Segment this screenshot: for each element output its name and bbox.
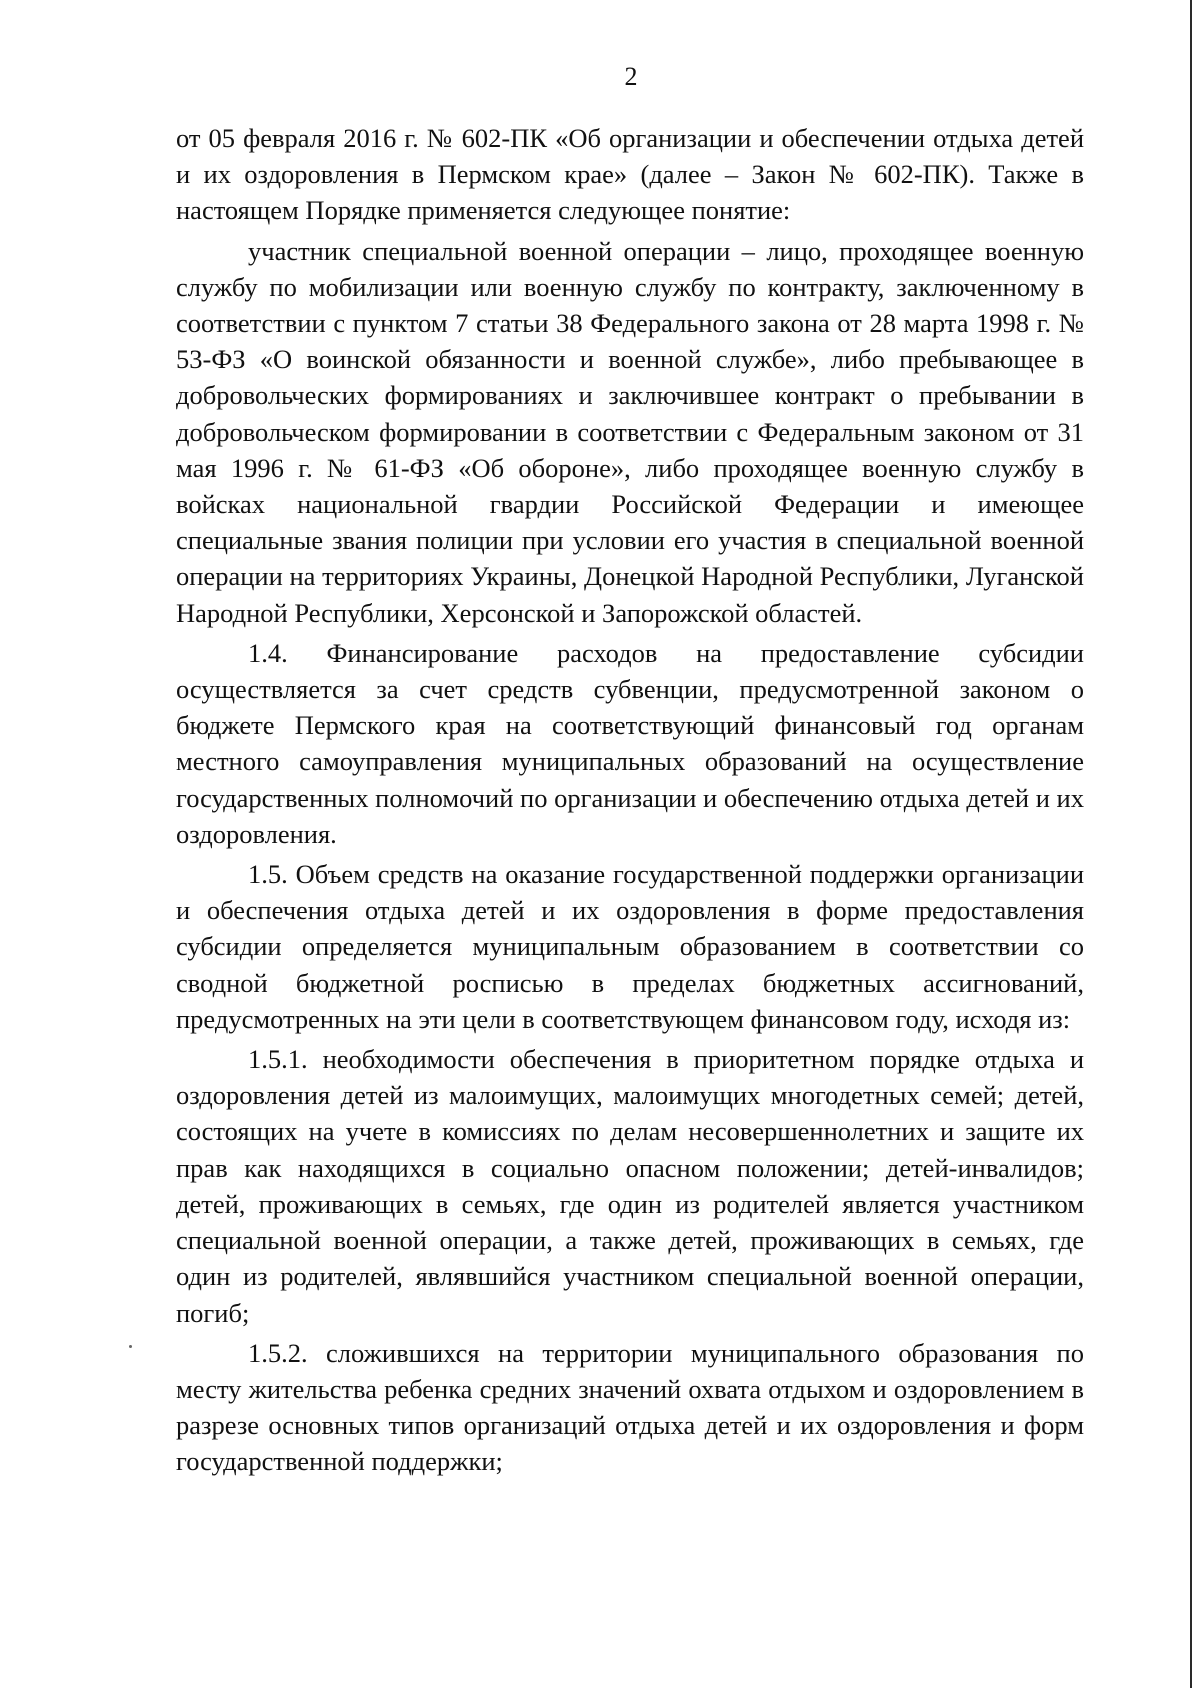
- paragraph-1-5-1: 1.5.1. необходимости обеспечения в приоритетном порядке отдыха и оздоровления детей из малоимущих, малоимущих многодетных семей; детей, состоящих на учете в комиссиях по делам несовершеннолетних и защите их прав как находящихся в социально опасном положении; детей-инвалидов; детей, проживающих в семьях, где один из родителей является участником специальной военной операции, а также детей, проживающих в семьях, где один из родителей, являвшийся участником специальной военной операции, погиб;: [176, 1044, 1084, 1328]
- paragraph-definition: участник специальной военной операции – лицо, проходящее военную службу по мобилизации или военную службу по контракту, заключенному в соответствии с пунктом 7 статьи 38 Федерального закона от 28 марта 1998 г. № 53-ФЗ «О воинской обязанности и военной службе», либо пребывающее в добровольческих формированиях и заключившее контракт о пребывании в добровольческом формировании в соответствии с Федеральным законом от 31 мая 1996 г. № 61-ФЗ «Об обороне», либо проходящее военную службу в войсках национальной гвардии Российской Федерации и имеющее специальные звания полиции при условии его участия в специальной военной операции на территориях Украины, Донецкой Народной Республики, Луганской Народной Республики, Херсонской и Запорожской областей.: [176, 235, 1084, 628]
- paragraph-continuation: от 05 февраля 2016 г. № 602-ПК «Об организации и обеспечении отдыха детей и их оздоровления в Пермском крае» (далее – Закон № 602-ПК). Также в настоящем Порядке применяется следующее понятие:: [176, 123, 1084, 226]
- page-number: 2: [624, 62, 638, 91]
- document-body: [176, 120, 1084, 1480]
- paragraph-1-5: 1.5. Объем средств на оказание государственной поддержки организации и обеспечения отдыха детей и их оздоровления в форме предоставления субсидии определяется муниципальным образованием в соответствии со сводной бюджетной росписью в пределах бюджетных ассигнований, предусмотренных на эти цели в соответствующем финансовом году, исходя из:: [176, 859, 1084, 1034]
- scan-edge-line: [1190, 0, 1192, 1688]
- paragraph-1-5-2: 1.5.2. сложившихся на территории муниципального образования по месту жительства ребенка средних значений охвата отдыхом и оздоровлением в разрезе основных типов организаций отдыха детей и их оздоровления и форм государственной поддержки;: [176, 1337, 1084, 1477]
- paragraph-1-4: 1.4. Финансирование расходов на предоставление субсидии осуществляется за счет средств субвенции, предусмотренной законом о бюджете Пермского края на соответствующий финансовый год органам местного самоуправления муниципальных образований на осуществление государственных полномочий по организации и обеспечению отдыха детей и их оздоровления.: [176, 637, 1084, 849]
- scan-speck: [129, 1345, 132, 1348]
